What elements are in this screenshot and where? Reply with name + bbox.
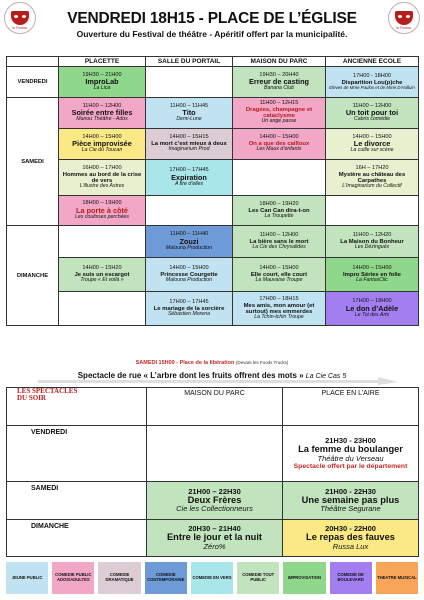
soir-row-dimanche — [7, 520, 419, 557]
row-samedi-3 — [7, 160, 419, 196]
genre-legend — [6, 562, 418, 594]
legend-jeune-public: JEUNE PUBLIC — [6, 562, 48, 594]
show-dimanche-portail-1: 11H00 – 11H40 Zouzi Malouna Production — [146, 226, 233, 258]
show-samedi-parc-3: 18H00 – 19H20 Les Can Can dira-t-on La Troupette — [233, 196, 326, 226]
row-samedi-2 — [7, 129, 419, 160]
show-samedi-portail-2: 14H00 – 15H15 La mort c’est mieux à deux Imaginarium Prod — [146, 129, 233, 160]
show-samedi-ecole-2: 14H00 – 15H00 Le divorce La cuille sur scène — [326, 129, 419, 160]
legend-comedie-de-boulevard: COMEDIE DE BOULEVARD — [330, 562, 372, 594]
soir-day-samedi: SAMEDI — [7, 482, 147, 520]
day-label-vendredi: VENDREDI — [7, 67, 59, 98]
legend-comedie-dramatique: COMEDIE DRAMATIQUE — [98, 562, 140, 594]
show-samedi-placette-2: 14H00 – 15H00 Pièce improvisée La Cie du Toucan — [59, 129, 146, 160]
show-vendredi-placette: 19H30 – 21H00 ImproLab La Lica — [59, 67, 146, 98]
legend-improvisation: IMPROVISATION — [283, 562, 325, 594]
empty-cell — [326, 196, 419, 226]
soir-header-row — [7, 388, 419, 426]
soir-day-dimanche: DIMANCHE — [7, 520, 147, 557]
soir-show-samedi-aire: 21H00 - 22H30 Une semaine pas plus Théâtre Segurane — [283, 482, 419, 520]
row-vendredi — [7, 67, 419, 98]
show-samedi-ecole-1: 11H00 – 12H00 Un toit pour toi Cabris comédie — [326, 98, 419, 129]
show-samedi-ecole-3: 16H – 17H20 Mystère au château des Carpathes L’Imaginarium du Collectif — [326, 160, 419, 196]
column-header-place-en-l-aire: PLACE EN L’AIRE — [283, 388, 419, 426]
show-vendredi-parc: 19H30 – 20H40 Erreur de casting Banana Club — [233, 67, 326, 98]
festival-logo-left: le Rocher — [4, 2, 36, 34]
show-samedi-parc-1: 11H00 – 12H15 Dragées, champagne et cataclysme Un ange passe — [233, 98, 326, 129]
column-header-portail: SALLE DU PORTAIL — [146, 57, 233, 67]
row-dimanche-2 — [7, 258, 419, 292]
show-vendredi-ecole: 17H00 - 18H00 Disparition Lou(p)che Elèves de Mme Paulos et de Mme D’Halluin — [326, 67, 419, 98]
empty-cell — [59, 226, 146, 258]
street-show-line: Spectacle de rue « L’arbre dont les fruits offrent des mots » La Cie Cas 5 — [77, 371, 347, 380]
column-header-maison-du-parc: MAISON DU PARC — [147, 388, 283, 426]
show-dimanche-parc-1: 11H00 – 12H00 La bière sans le mort La Cie des Chrysalides — [233, 226, 326, 258]
row-dimanche-3 — [7, 292, 419, 326]
legend-comedie-ados-adultes: COMEDIE PUBLIC ADOS/ADULTES — [52, 562, 94, 594]
show-dimanche-ecole-2: 14H00 – 15H00 Impro Séries en folie La FantasClic — [326, 258, 419, 292]
evening-shows-title: LES SPECTACLES DU SOIR — [7, 388, 147, 426]
soir-show-vendredi-aire: 21H30 - 23H00 La femme du boulanger Théâtre du Verseau Spectacle offert par le département — [283, 426, 419, 482]
empty-cell — [147, 426, 283, 482]
page-subtitle: Ouverture du Festival de théâtre - Apéritif offert par la municipalité. — [76, 29, 348, 39]
show-dimanche-placette-1: 14H00 – 15H20 Je suis un escargot Troupe « Et voilà » — [59, 258, 146, 292]
row-samedi-4 — [7, 196, 419, 226]
row-samedi-1 — [7, 98, 419, 129]
show-dimanche-parc-2: 14H00 – 15H00 Elle court, elle court La Mauvaise Troupe — [233, 258, 326, 292]
show-samedi-portail-1: 11H00 – 11H45 Tito Demi-Lune — [146, 98, 233, 129]
show-samedi-placette-3: 16H00 – 17H00 Hommes au bord de la crise de vers L’illustre des Astres — [59, 160, 146, 196]
show-dimanche-ecole-3: 17H00 – 18H00 Le don d’Adèle Le Toi des Arts — [326, 292, 419, 326]
show-dimanche-portail-3: 17H00 – 17H45 Le mariage de la sorcière Sébastien Morena — [146, 292, 233, 326]
day-label-dimanche: DIMANCHE — [7, 226, 59, 326]
column-header-ecole: ANCIENNE ECOLE — [326, 57, 419, 67]
empty-cell — [233, 160, 326, 196]
day-label-samedi: SAMEDI — [7, 98, 59, 226]
soir-show-dimanche-parc: 20H30 – 21H40 Entre le jour et la nuit Zéro% — [147, 520, 283, 557]
festival-logo-right: le Rocher — [388, 2, 420, 34]
legend-comedie-tout-public: COMEDIE TOUT PUBLIC — [237, 562, 279, 594]
schedule-table — [6, 56, 419, 326]
schedule-header-row — [7, 57, 419, 67]
legend-theatre-musical: THEATRE MUSICAL — [376, 562, 418, 594]
empty-cell — [146, 67, 233, 98]
header-corner — [7, 57, 59, 67]
empty-cell — [146, 196, 233, 226]
soir-show-samedi-parc: 21H00 – 22H30 Deux Frères Cie les Collectionneurs — [147, 482, 283, 520]
liberation-announcement: SAMEDI 15H00 - Place de la libération (Devant les Foods Trucks) — [135, 360, 289, 366]
column-header-parc: MAISON DU PARC — [233, 57, 326, 67]
evening-shows-table — [6, 387, 419, 557]
column-header-placette: PLACETTE — [59, 57, 146, 67]
show-dimanche-portail-2: 14H00 – 15H00 Princesse Courgette Malouna Production — [146, 258, 233, 292]
soir-row-samedi — [7, 482, 419, 520]
show-samedi-portail-3: 17H00 – 17H45 Expiration A tire d’elles — [146, 160, 233, 196]
show-samedi-parc-2: 14H00 – 15H00 On a que des cailloux Les Maux d’enfants — [233, 129, 326, 160]
soir-day-vendredi: VENDREDI — [7, 426, 147, 482]
legend-comedie-contemporaine: COMEDIE CONTEMPORAINE — [145, 562, 187, 594]
soir-row-vendredi — [7, 426, 419, 482]
empty-cell — [59, 292, 146, 326]
page-title: VENDREDI 18H15 - PLACE DE L’ÉGLISE — [67, 10, 357, 27]
show-samedi-placette-4: 18H00 – 19H00 La porte à côté Les coulisses perchées — [59, 196, 146, 226]
show-samedi-placette-1: 11H00 – 12H00 Soirée entre filles Manou Théâtre - Ados — [59, 98, 146, 129]
row-dimanche-1 — [7, 226, 419, 258]
show-dimanche-parc-3: 17H00 – 18H15 Mes amis, mon amour (et surtout) mes emmerdes La Tchin-tchin Troupe — [233, 292, 326, 326]
soir-show-dimanche-aire: 20H30 - 22H00 Le repas des fauves Russa Lux — [283, 520, 419, 557]
show-dimanche-ecole-1: 11H00 – 12H20 La Maison du Bonheur Les Dézingués — [326, 226, 419, 258]
legend-comedie-en-vers: COMEDIE EN VERS — [191, 562, 233, 594]
